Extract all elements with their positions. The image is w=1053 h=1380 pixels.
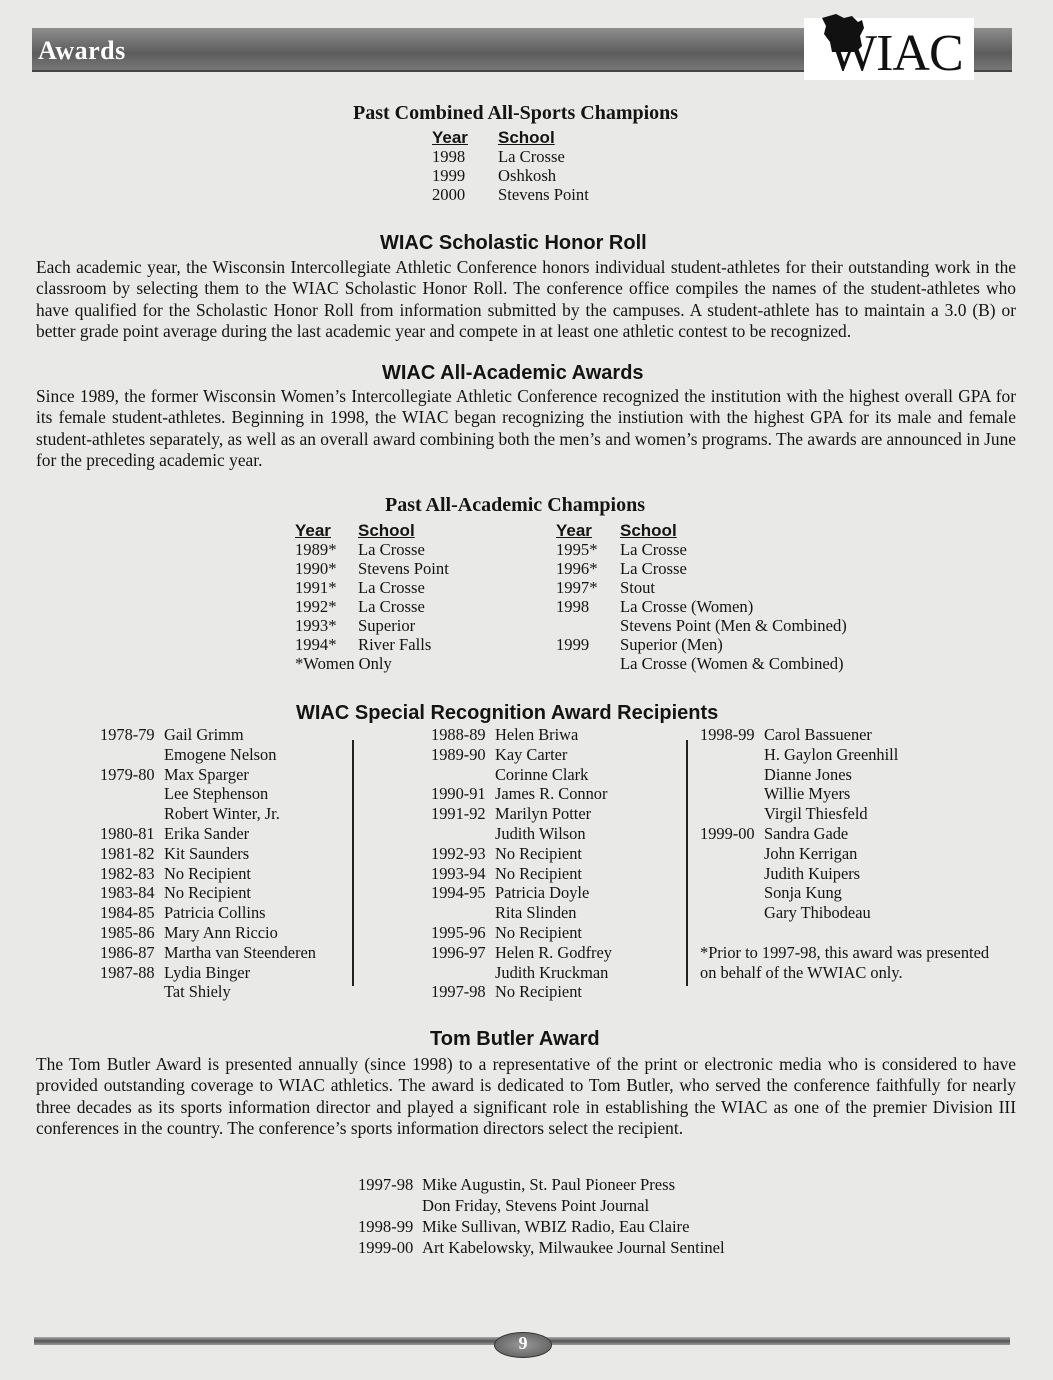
award-year: 1983-84 — [100, 883, 155, 903]
award-year: 1987-88 — [100, 962, 155, 982]
award-year — [700, 844, 764, 864]
recipient-name: No Recipient — [164, 883, 251, 903]
footnote-line: *Prior to 1997-98, this award was presented — [700, 942, 990, 962]
special-recognition-title: WIAC Special Recognition Award Recipients — [296, 702, 719, 724]
list-item — [700, 804, 989, 824]
table-row — [295, 578, 449, 597]
table-row — [432, 147, 589, 166]
column-header-year: Year — [295, 521, 331, 540]
list-item — [431, 765, 612, 785]
list-item — [431, 883, 612, 903]
recognition-column-2 — [431, 725, 612, 1002]
year-cell — [556, 654, 620, 673]
year-cell: 1997* — [556, 578, 598, 597]
recipient-name: Virgil Thiesfeld — [764, 804, 868, 824]
list-item — [100, 963, 316, 983]
recipient-name: Lydia Binger — [164, 962, 251, 982]
table-row — [556, 616, 847, 635]
year-cell: 1990* — [295, 559, 337, 578]
award-year: 1981-82 — [100, 843, 155, 863]
recipient-name: Corinne Clark — [495, 764, 589, 784]
list-item — [100, 844, 316, 864]
recipient-name: Marilyn Potter — [495, 804, 592, 824]
school-cell: Stout — [620, 578, 656, 597]
recipient-name: Lee Stephenson — [164, 784, 269, 804]
recipient-name: Sandra Gade — [764, 823, 849, 843]
year-cell: 1994* — [295, 635, 337, 654]
all-academic-title: WIAC All-Academic Awards — [382, 362, 644, 384]
list-item — [100, 943, 316, 963]
table-row — [295, 635, 449, 654]
year-cell: 1996* — [556, 559, 598, 578]
award-year: 1996-97 — [431, 942, 486, 962]
recipient-name: No Recipient — [164, 863, 251, 883]
year-cell — [556, 616, 620, 635]
award-year — [700, 765, 764, 785]
list-item — [700, 864, 989, 884]
school-cell: La Crosse — [358, 597, 425, 616]
column-divider — [686, 740, 688, 986]
column-header-school: School — [498, 128, 555, 147]
recipient-name: Don Friday, Stevens Point Journal — [422, 1196, 650, 1215]
list-item — [100, 883, 316, 903]
list-item — [431, 784, 612, 804]
list-item — [700, 883, 989, 903]
school-cell: Stevens Point — [358, 559, 449, 578]
award-year — [431, 824, 495, 844]
list-item — [358, 1237, 725, 1258]
table-row — [556, 578, 847, 597]
school-cell: La Crosse — [620, 540, 687, 559]
honor-roll-title: WIAC Scholastic Honor Roll — [380, 232, 647, 254]
award-year — [100, 784, 164, 804]
list-item — [431, 725, 612, 745]
award-year: 1998-99 — [700, 725, 755, 744]
year-cell: 1991* — [295, 578, 337, 597]
award-year: 1986-87 — [100, 942, 155, 962]
list-item — [431, 824, 612, 844]
recipient-name: Sonja Kung — [764, 883, 842, 903]
list-item — [431, 903, 612, 923]
column-header-year: Year — [432, 128, 468, 147]
award-year: 1978-79 — [100, 725, 155, 744]
recipient-name: Tat Shiely — [164, 982, 231, 1002]
list-item — [100, 982, 316, 1002]
recipient-name: Max Sparger — [164, 764, 249, 784]
award-year — [358, 1195, 422, 1216]
award-year — [431, 963, 495, 983]
section-title: Awards — [38, 36, 126, 65]
table-note — [295, 654, 449, 673]
school-cell: River Falls — [358, 635, 432, 654]
award-year: 1984-85 — [100, 903, 155, 923]
all-academic-text: Since 1989, the former Wisconsin Women’s Intercollegiate Athletic Conference recognized the institution with the highest overall GPA for its female student-athletes. Beginning in 1998, the WIAC began recognizing the instiution with the highest GPA for its male and female student-athletes separately, as well as an overall award combining both the men’s and women’s programs. The awards are announced in June for the preceding academic year. — [36, 386, 1016, 470]
list-item — [431, 804, 612, 824]
recipient-name: Kay Carter — [495, 744, 568, 764]
award-year: 1993-94 — [431, 863, 486, 883]
year-cell: 1999 — [432, 166, 466, 185]
list-item — [100, 725, 316, 745]
table-row — [295, 540, 449, 559]
award-year — [100, 804, 164, 824]
table-row — [295, 616, 449, 635]
year-cell: 1998 — [556, 597, 590, 616]
academic-champions-left — [295, 521, 449, 673]
recipient-name: Judith Kuipers — [764, 863, 861, 883]
award-year — [700, 745, 764, 765]
recipient-name: No Recipient — [495, 843, 582, 863]
recipient-name: Carol Bassuener — [764, 725, 872, 744]
recipient-name: Judith Wilson — [495, 823, 586, 843]
recognition-column-1 — [100, 725, 316, 1002]
recipient-name: Emogene Nelson — [164, 744, 277, 764]
tom-butler-text: The Tom Butler Award is presented annually (since 1998) to a representative of the print or electronic media who is considered to have provided outstanding coverage to WIAC athletics. The award is dedicated to Tom Butler, who served the conference faithfully for nearly three decades as its sports information director and played a significant role in establishing the WIAC as one of the premier Division III conferences in the country. The conference’s sports information directors select the recipient. — [36, 1054, 1016, 1138]
table-row — [432, 166, 589, 185]
school-cell: La Crosse — [498, 147, 565, 166]
year-cell: 2000 — [432, 185, 466, 204]
combined-champions-table — [432, 128, 589, 204]
list-item — [100, 903, 316, 923]
school-cell: La Crosse (Women) — [620, 597, 754, 616]
recipient-name: Martha van Steenderen — [164, 942, 317, 962]
school-cell: Superior — [358, 616, 416, 635]
award-year — [700, 883, 764, 903]
footnote — [700, 943, 989, 963]
award-year: 1997-98 — [431, 982, 486, 1002]
recipient-name: Robert Winter, Jr. — [164, 804, 280, 824]
school-cell: La Crosse — [358, 540, 425, 559]
award-year: 1997-98 — [358, 1175, 414, 1194]
recipient-name: Erika Sander — [164, 823, 250, 843]
recipient-name: Rita Slinden — [495, 903, 577, 923]
school-cell: Stevens Point (Men & Combined) — [620, 616, 847, 635]
recipient-name: Judith Kruckman — [495, 962, 609, 982]
recipient-name: Gail Grimm — [164, 725, 244, 744]
list-item — [431, 844, 612, 864]
logo-text: WIAC — [828, 25, 963, 82]
table-row — [556, 559, 847, 578]
award-year — [431, 765, 495, 785]
table-row — [556, 540, 847, 559]
school-cell: La Crosse — [358, 578, 425, 597]
column-divider — [352, 740, 354, 986]
award-year — [700, 804, 764, 824]
list-item — [700, 844, 989, 864]
list-item — [100, 765, 316, 785]
table-row — [432, 185, 589, 204]
recipient-name: Kit Saunders — [164, 843, 250, 863]
footnote — [700, 963, 989, 983]
award-year: 1995-96 — [431, 922, 486, 942]
award-year — [100, 745, 164, 765]
school-cell: La Crosse (Women & Combined) — [620, 654, 844, 673]
list-item — [100, 923, 316, 943]
footnote-line: on behalf of the WWIAC only. — [700, 962, 903, 982]
award-year: 1989-90 — [431, 744, 486, 764]
award-year: 1988-89 — [431, 725, 486, 744]
table-header — [295, 521, 449, 540]
list-item — [700, 903, 989, 923]
table-row — [295, 559, 449, 578]
academic-champions-right — [556, 521, 847, 673]
page-number: 9 — [518, 1333, 528, 1353]
recipient-name: Dianne Jones — [764, 764, 852, 784]
table-row — [556, 635, 847, 654]
award-year — [100, 982, 164, 1002]
recipient-name: Helen Briwa — [495, 725, 579, 744]
award-year: 1985-86 — [100, 922, 155, 942]
combined-champions-title: Past Combined All-Sports Champions — [353, 102, 679, 124]
award-year: 1991-92 — [431, 804, 486, 824]
award-year: 1980-81 — [100, 823, 155, 843]
year-cell: 1993* — [295, 616, 337, 635]
recipient-name: No Recipient — [495, 982, 582, 1002]
list-item — [100, 864, 316, 884]
award-year: 1999-00 — [358, 1238, 414, 1257]
recognition-column-3 — [700, 725, 989, 983]
tom-butler-title: Tom Butler Award — [430, 1028, 600, 1050]
school-cell: La Crosse — [620, 559, 687, 578]
recipient-name: No Recipient — [495, 922, 582, 942]
recipient-name: Patricia Doyle — [495, 883, 590, 903]
year-cell: 1998 — [432, 147, 466, 166]
honor-roll-text: Each academic year, the Wisconsin Intercollegiate Athletic Conference honors individual student-athletes for their outstanding work in the classroom by selecting them to the WIAC Scholastic Honor Roll. The conference office compiles the names of the student-athletes who have qualified for the Scholastic Honor Roll from information submitted by the campuses. A student-athlete has to maintain a 3.0 (B) or better grade point average during the last academic year and compete in at least one athletic contest to be recognized. — [36, 257, 1016, 341]
award-year — [700, 903, 764, 923]
recipient-name: Willie Myers — [764, 784, 851, 804]
school-cell: Superior (Men) — [620, 635, 723, 654]
year-cell: 1989* — [295, 540, 337, 559]
recipient-name: Mike Augustin, St. Paul Pioneer Press — [422, 1175, 676, 1194]
list-item — [100, 824, 316, 844]
column-header-year: Year — [556, 521, 592, 540]
award-year — [700, 784, 764, 804]
award-year: 1979-80 — [100, 764, 155, 784]
recipient-name: H. Gaylon Greenhill — [764, 744, 899, 764]
recipient-name: No Recipient — [495, 863, 582, 883]
column-header-school: School — [358, 521, 415, 540]
recipient-name: Patricia Collins — [164, 903, 266, 923]
tom-butler-recipients — [358, 1174, 725, 1258]
recipient-name: John Kerrigan — [764, 843, 858, 863]
list-item — [700, 784, 989, 804]
list-item — [431, 943, 612, 963]
award-year: 1990-91 — [431, 784, 486, 804]
school-cell: Stevens Point — [498, 185, 589, 204]
award-year: 1999-00 — [700, 823, 755, 843]
table-row — [556, 654, 847, 673]
award-year: 1994-95 — [431, 883, 486, 903]
list-item — [100, 804, 316, 824]
list-item — [431, 982, 612, 1002]
table-row — [295, 597, 449, 616]
list-item — [358, 1195, 725, 1216]
list-item — [431, 864, 612, 884]
list-item — [431, 745, 612, 765]
list-item — [431, 923, 612, 943]
list-item — [700, 765, 989, 785]
school-cell: Oshkosh — [498, 166, 557, 185]
list-item — [431, 963, 612, 983]
year-cell: 1992* — [295, 597, 337, 616]
year-cell: 1999 — [556, 635, 590, 654]
table-header — [556, 521, 847, 540]
women-only-note: *Women Only — [295, 654, 392, 673]
recipient-name: Gary Thibodeau — [764, 903, 871, 923]
recipient-name: Mary Ann Riccio — [164, 922, 278, 942]
recipient-name: James R. Connor — [495, 784, 608, 804]
table-row — [556, 597, 847, 616]
table-header — [432, 128, 589, 147]
list-item — [358, 1216, 725, 1237]
list-item — [700, 824, 989, 844]
recipient-name: Mike Sullivan, WBIZ Radio, Eau Claire — [422, 1217, 690, 1236]
award-year — [700, 864, 764, 884]
list-item — [358, 1174, 725, 1195]
list-item — [100, 784, 316, 804]
recipient-name: Helen R. Godfrey — [495, 942, 612, 962]
list-item — [700, 725, 989, 745]
award-year: 1992-93 — [431, 843, 486, 863]
list-item — [700, 745, 989, 765]
column-header-school: School — [620, 521, 677, 540]
recipient-name: Art Kabelowsky, Milwaukee Journal Sentinel — [422, 1238, 725, 1257]
award-year: 1982-83 — [100, 863, 155, 883]
award-year — [431, 903, 495, 923]
list-item — [100, 745, 316, 765]
academic-champions-title: Past All-Academic Champions — [385, 494, 645, 516]
award-year: 1998-99 — [358, 1217, 414, 1236]
year-cell: 1995* — [556, 540, 598, 559]
